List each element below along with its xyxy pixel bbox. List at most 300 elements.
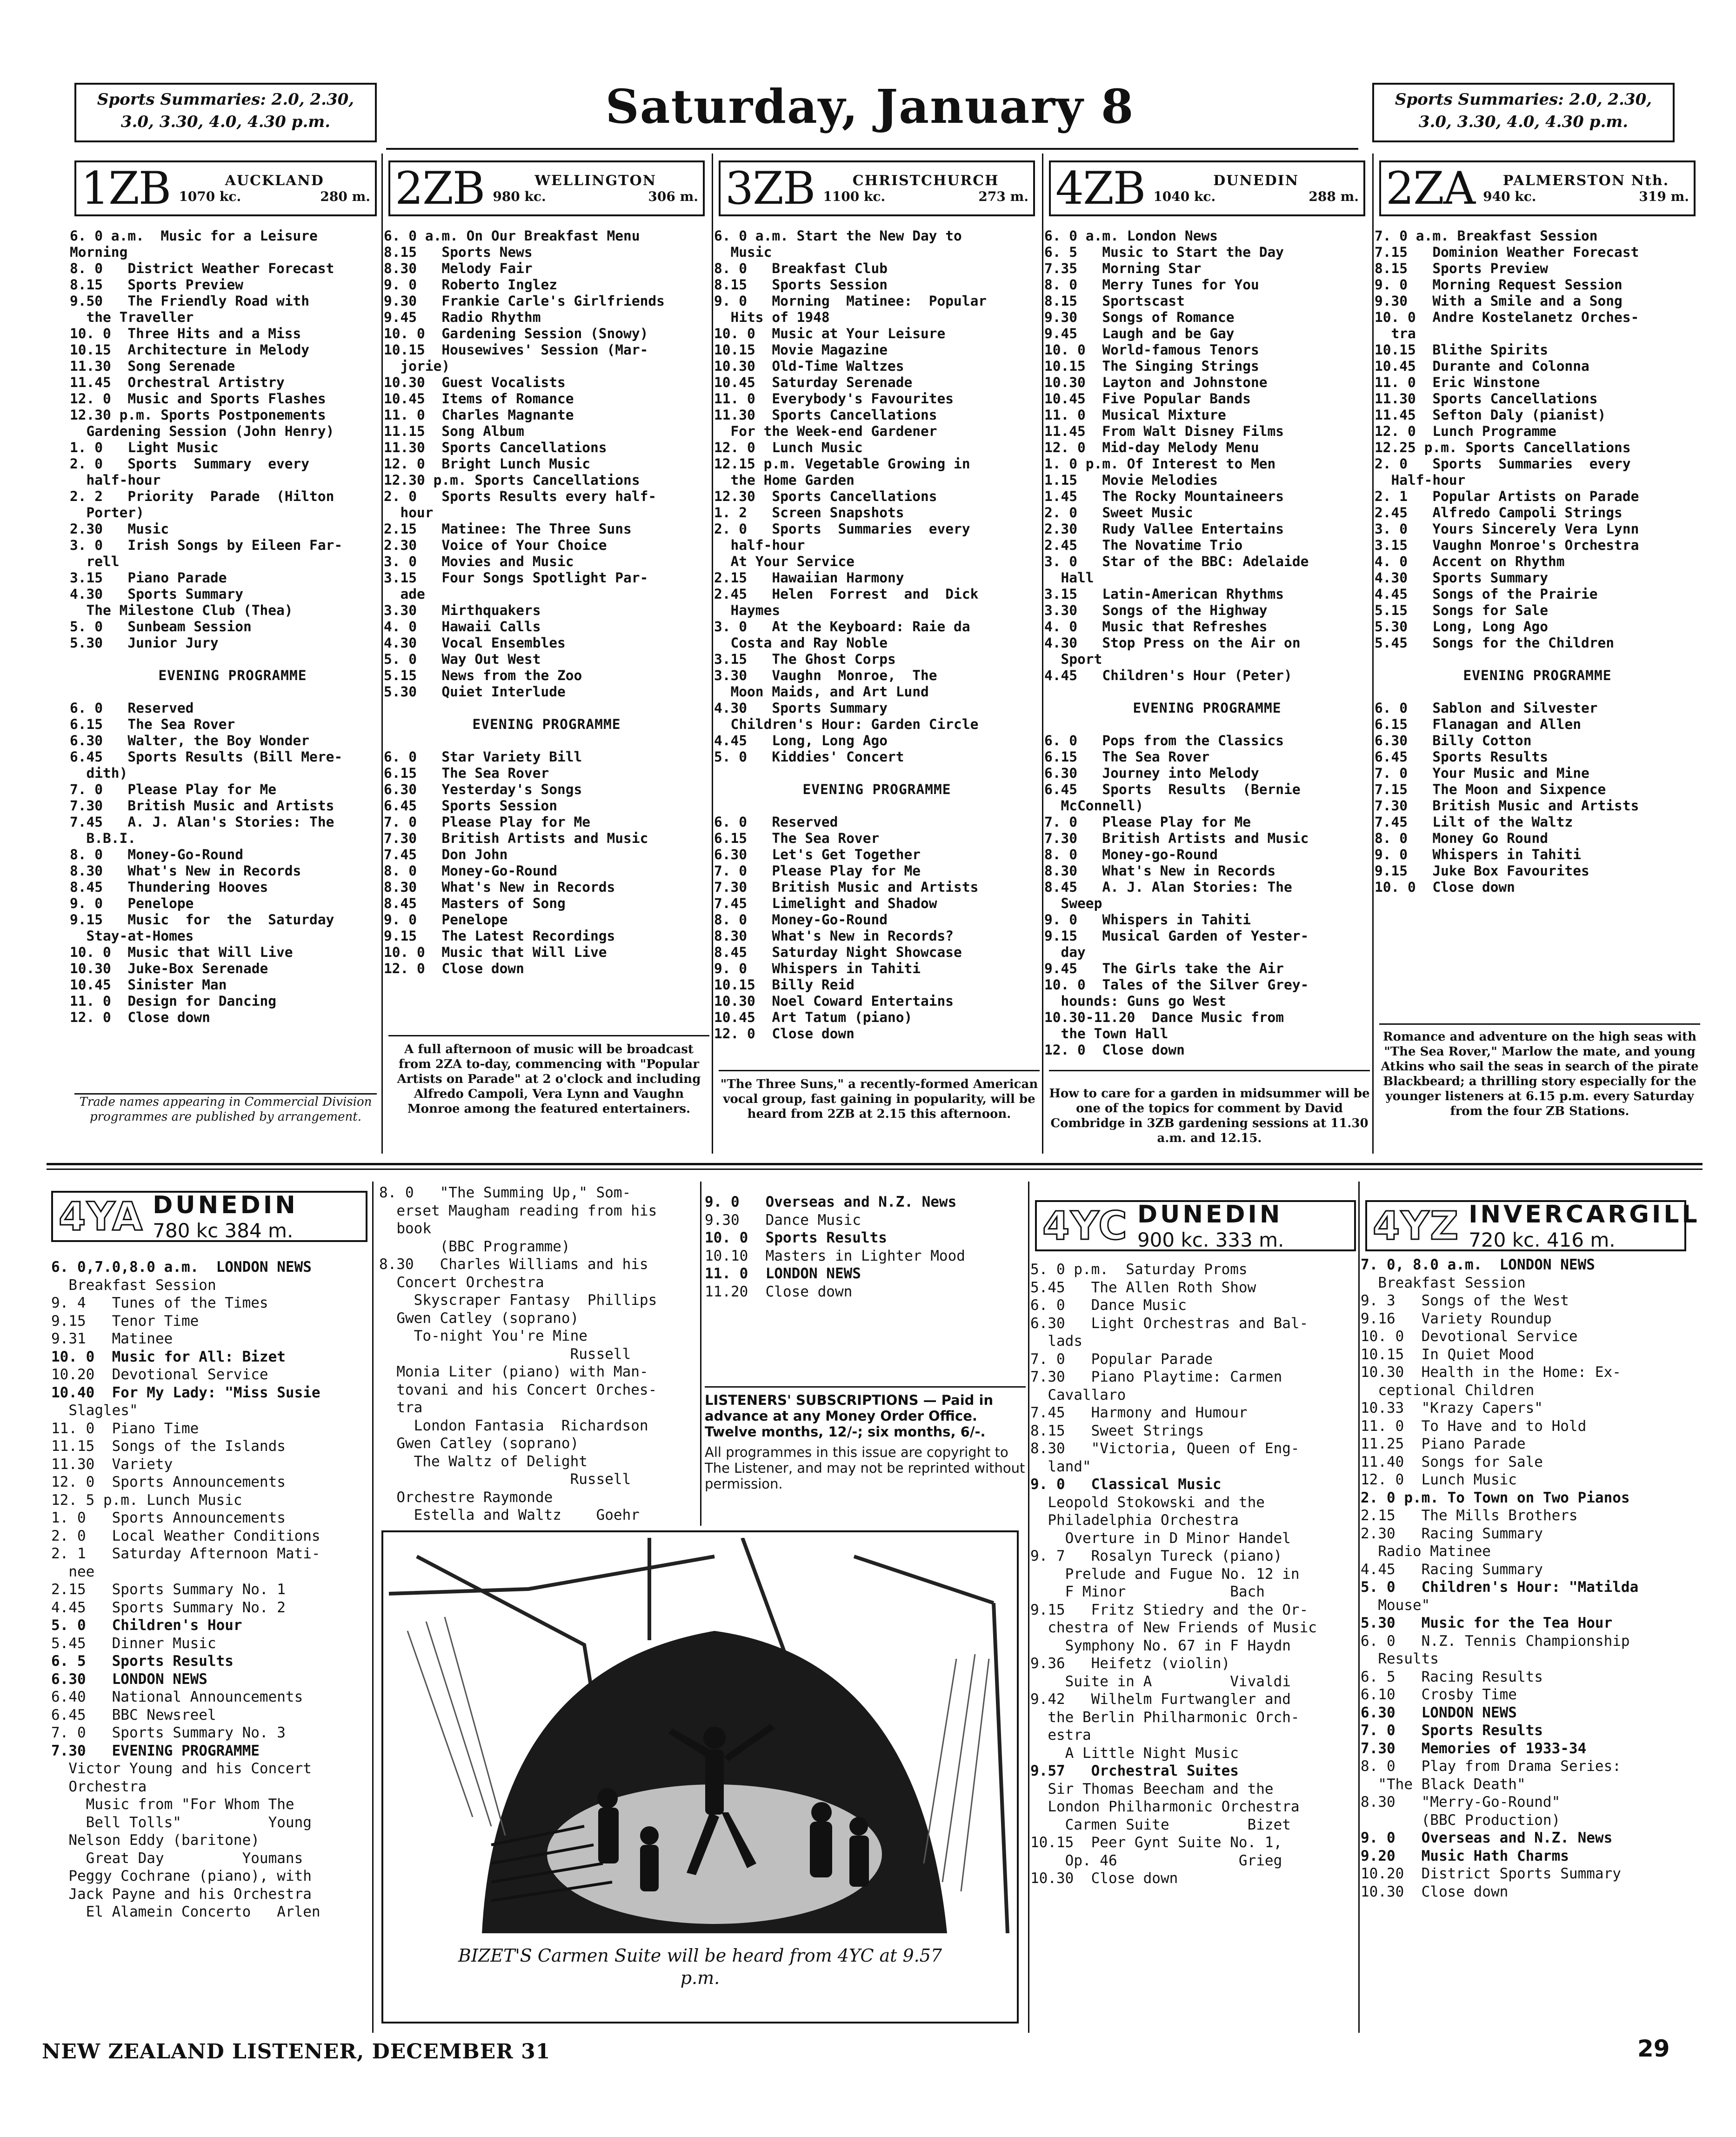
schedule-line: 2.30 Voice of Your Choice	[384, 537, 607, 553]
schedule-line: 10. 0 Tales of the Silver Grey-	[1044, 977, 1309, 993]
schedule-line: 2.30 Rudy Vallee Entertains	[1044, 521, 1284, 537]
schedule-line: 4. 0 Accent on Rhythm	[1375, 554, 1565, 569]
station-call-1zb: 1ZB	[81, 162, 171, 214]
schedule-line: B.B.I.	[70, 830, 136, 846]
schedule-line: Monia Liter (piano) with Man-	[379, 1363, 648, 1380]
schedule-line: 6.40 National Announcements	[51, 1689, 303, 1705]
station-call-2za: 2ZA	[1386, 162, 1475, 214]
schedule-line: 7.45 Harmony and Humour	[1030, 1404, 1248, 1421]
schedule-line: 9.57 Orchestral Suites	[1030, 1763, 1239, 1779]
schedule-line: 6. 0 a.m. On Our Breakfast Menu	[384, 228, 640, 244]
schedule-line: 12. 0 Close down	[714, 1026, 855, 1042]
schedule-line: 6. 0 Reserved	[714, 814, 838, 830]
schedule-line	[714, 765, 1040, 781]
schedule-line: For the Week-end Gardener	[714, 423, 937, 439]
schedule-line	[70, 684, 395, 700]
schedule-line: 7.30 Piano Playtime: Carmen	[1030, 1369, 1282, 1385]
station-kc-2zb: 980 kc.	[493, 189, 546, 204]
schedule-line: Overture in D Minor Handel	[1030, 1529, 1291, 1547]
schedule-line: To-night You're Mine	[379, 1328, 588, 1344]
station-city-2za: PALMERSTON Nth.	[1502, 173, 1669, 189]
schedule-line: 10.15 The Singing Strings	[1044, 358, 1259, 374]
schedule-line: 8.30 What's New in Records	[1044, 863, 1276, 879]
schedule-2zb	[384, 228, 709, 977]
schedule-line: 9. 0 Penelope	[70, 895, 194, 911]
schedule-line: 10. 0 Devotional Service	[1361, 1328, 1578, 1345]
schedule-line: 9.45 The Girls take the Air	[1044, 961, 1284, 976]
schedule-line: 10.45 Durante and Colonna	[1375, 358, 1589, 374]
schedule-line: 6.15 The Sea Rover	[1044, 749, 1210, 765]
schedule-line: 10.33 "Krazy Capers"	[1361, 1400, 1543, 1416]
schedule-line: 10.20 District Sports Summary	[1361, 1865, 1621, 1882]
schedule-line: 2. 0 Sweet Music	[1044, 505, 1193, 521]
schedule-line: 6.30 Walter, the Boy Wonder	[70, 733, 310, 748]
schedule-line: 10.45 Five Popular Bands	[1044, 391, 1251, 407]
schedule-line: 2. 2 Priority Parade (Hilton	[70, 488, 334, 504]
schedule-line: 6. 5 Sports Results	[51, 1653, 234, 1670]
schedule-line: 12. 0 Mid-day Melody Menu	[1044, 440, 1259, 455]
schedule-line: 5.30 Long, Long Ago	[1375, 619, 1548, 634]
note-box-4zb: How to care for a garden in midsummer will be one of the topics for comment by David Combridge in 3ZB gardening sessions at 11.30 a.m. and 12.15.	[1049, 1070, 1370, 1155]
schedule-line: (BBC Production)	[1361, 1811, 1561, 1829]
schedule-line: Orchestra	[51, 1778, 147, 1795]
station-header-4zb	[1049, 160, 1365, 216]
schedule-line: 11.30 Song Serenade	[70, 358, 235, 374]
schedule-line: 2.45 The Novatime Trio	[1044, 537, 1243, 553]
schedule-line: Estella and Waltz Goehr	[379, 1507, 640, 1523]
station-header-1zb	[74, 160, 377, 216]
schedule-line: 9.15 The Latest Recordings	[384, 928, 615, 944]
schedule-line: 3. 0 Yours Sincerely Vera Lynn	[1375, 521, 1639, 537]
schedule-line: 8.30 Charles Williams and his	[379, 1256, 648, 1273]
schedule-line: 8.45 A. J. Alan Stories: The	[1044, 879, 1292, 895]
schedule-line: 2.30 Music	[70, 521, 169, 537]
schedule-line: 7.30 Memories of 1933-34	[1361, 1740, 1587, 1757]
schedule-line: 4. 0 Music that Refreshes	[1044, 619, 1268, 634]
schedule-line: 6.15 The Sea Rover	[714, 830, 880, 846]
schedule-line: 6.30 LONDON NEWS	[51, 1670, 207, 1688]
schedule-line: Cavallaro	[1030, 1386, 1126, 1403]
copyright-text: All programmes in this issue are copyright to The Listener, and may not be reprinted without permission.	[705, 1444, 1025, 1492]
schedule-line: 9. 0 Whispers in Tahiti	[1375, 847, 1582, 862]
schedule-line: dith)	[70, 765, 128, 781]
subscriptions-box	[705, 1386, 1026, 1492]
schedule-line: 3.30 Vaughn Monroe, The	[714, 668, 937, 683]
schedule-line: 2.15 Sports Summary No. 1	[51, 1581, 286, 1598]
col-sep-1	[381, 154, 383, 1154]
schedule-line: 9.15 Music for the Saturday	[70, 912, 334, 928]
station-call-2zb: 2ZB	[395, 162, 485, 214]
station-m-2za: 319 m.	[1639, 189, 1689, 204]
schedule-line: 12. 0 Close down	[70, 1009, 210, 1025]
schedule-line	[384, 700, 709, 716]
schedule-line: 6. 0 Pops from the Classics	[1044, 733, 1284, 748]
sports-summaries-right: Sports Summaries: 2.0, 2.30, 3.0, 3.30, 4.0, 4.30 p.m.	[1372, 83, 1675, 142]
section-heading: EVENING PROGRAMME	[158, 668, 307, 683]
schedule-2za	[1375, 228, 1700, 895]
schedule-line: 9.15 Musical Garden of Yester-	[1044, 928, 1309, 944]
schedule-line: 8. 0 Money-Go-Round	[714, 912, 888, 928]
schedule-line: Op. 46 Grieg	[1030, 1852, 1282, 1869]
schedule-line: 6. 0 a.m. Music for a Leisure	[70, 228, 318, 244]
schedule-line: lads	[1030, 1333, 1082, 1349]
schedule-line: 5. 0 Children's Hour: "Matilda	[1361, 1579, 1639, 1596]
schedule-line: 9. 0 Roberto Inglez	[384, 277, 557, 293]
station-header-3zb	[719, 160, 1035, 216]
section-heading: EVENING PROGRAMME	[802, 781, 951, 797]
note-box-2za: Romance and adventure on the high seas with "The Sea Rover," Marlow the mate, and young Atkins who sail the seas in search of the pirate Blackbeard; a thrilling story especially for the younger listeners at 6.15 p.m. every Saturday from the four ZB Stations.	[1379, 1023, 1700, 1160]
schedule-line: Gwen Catley (soprano)	[379, 1309, 579, 1327]
schedule-line: 10.45 Sinister Man	[70, 977, 227, 993]
schedule-line: 5. 0 Way Out West	[384, 651, 541, 667]
schedule-line: 7.30 British Artists and Music	[384, 830, 648, 846]
subscriptions-text: LISTENERS' SUBSCRIPTIONS — Paid in advance at any Money Order Office. Twelve months, 12/-; six months, 6/-.	[705, 1392, 994, 1440]
schedule-line: 8. 0 Breakfast Club	[714, 260, 888, 276]
schedule-line: Nelson Eddy (baritone)	[51, 1832, 260, 1849]
schedule-line: 7.30 British Music and Artists	[70, 798, 334, 814]
schedule-line: 2. 0 Local Weather Conditions	[51, 1527, 320, 1544]
note-box-3zb: "The Three Suns," a recently-formed American vocal group, fast gaining in popularity, will be heard from 2ZB at 2.15 this afternoon.	[719, 1070, 1040, 1155]
schedule-line: 10.30 Layton and Johnstone	[1044, 374, 1268, 390]
schedule-line: 12. 0 Bright Lunch Music	[384, 456, 591, 472]
schedule-line: 4.30 Sports Summary	[70, 586, 243, 602]
schedule-line: Morning	[70, 244, 128, 260]
schedule-line: 10. 0 Music at Your Leisure	[714, 326, 946, 341]
schedule-line: Stay-at-Homes	[70, 928, 194, 944]
schedule-line: 11.45 From Walt Disney Films	[1044, 423, 1284, 439]
section-heading: EVENING PROGRAMME	[472, 716, 621, 732]
col-sep-2	[712, 154, 713, 1154]
schedule-line: 7.45 Lilt of the Waltz	[1375, 814, 1573, 830]
schedule-line: 10.10 Masters in Lighter Mood	[705, 1247, 965, 1264]
schedule-line: 9. 0 Overseas and N.Z. News	[705, 1194, 957, 1210]
schedule-line: 10.15 Blithe Spirits	[1375, 342, 1548, 358]
schedule-line: 10. 0 Music for All: Bizet	[51, 1348, 286, 1365]
schedule-line: 11. 0 Musical Mixture	[1044, 407, 1226, 423]
station-header-4ya	[51, 1191, 367, 1242]
station-kc-3zb: 1100 kc.	[823, 189, 886, 204]
schedule-line: 11. 0 Everybody's Favourites	[714, 391, 954, 407]
schedule-line: 6.45 Sports Results (Bill Mere-	[70, 749, 343, 765]
schedule-line: Breakfast Session	[51, 1276, 216, 1294]
schedule-line: Suite in A Vivaldi	[1030, 1673, 1291, 1690]
schedule-line: Sweep	[1044, 895, 1102, 911]
schedule-line: 2. 1 Saturday Afternoon Mati-	[51, 1545, 320, 1562]
station-freq-4ya: 780 kc 384 m.	[153, 1219, 294, 1242]
schedule-line: Concert Orchestra	[379, 1274, 544, 1291]
schedule-line: 1. 2 Screen Snapshots	[714, 505, 904, 521]
schedule-line: Slagles"	[51, 1402, 138, 1419]
schedule-line: 8.45 Masters of Song	[384, 895, 566, 911]
schedule-line: 6.30 Journey into Melody	[1044, 765, 1259, 781]
schedule-line: 9.30 Songs of Romance	[1044, 309, 1235, 325]
schedule-line: 2.45 Helen Forrest and Dick	[714, 586, 979, 602]
schedule-line: 3.15 Vaughn Monroe's Orchestra	[1375, 537, 1639, 553]
schedule-line: 6. 5 Music to Start the Day	[1044, 244, 1284, 260]
schedule-line: 5.15 News from the Zoo	[384, 668, 582, 683]
schedule-line: the Town Hall	[1044, 1026, 1168, 1042]
col-sep-b3	[1028, 1182, 1029, 2033]
schedule-line: tra	[379, 1399, 423, 1416]
schedule-line: 9.31 Matinee	[51, 1330, 173, 1347]
schedule-line: 6.15 Flanagan and Allen	[1375, 716, 1582, 732]
sports-summaries-left: Sports Summaries: 2.0, 2.30, 3.0, 3.30, 4.0, 4.30 p.m.	[74, 83, 377, 142]
schedule-line: 8.15 Sports Session	[714, 277, 888, 293]
schedule-line: 12. 0 Lunch Music	[1361, 1471, 1517, 1488]
schedule-line: the Home Garden	[714, 472, 855, 488]
schedule-line: 4.30 Stop Press on the Air on	[1044, 635, 1301, 651]
station-m-2zb: 306 m.	[648, 189, 698, 204]
schedule-line: 7. 0 Sports Summary No. 3	[51, 1724, 286, 1741]
note-box-1zb: Trade names appearing in Commercial Division programmes are published by arrangement.	[74, 1093, 377, 1155]
section-heading: EVENING PROGRAMME	[1133, 700, 1282, 716]
station-freq-4yz: 720 kc. 416 m.	[1469, 1228, 1616, 1251]
schedule-line: 6.45 Sports Results	[1375, 749, 1548, 765]
schedule-line: 5.45 Songs for the Children	[1375, 635, 1615, 651]
schedule-line: 6.15 The Sea Rover	[384, 765, 549, 781]
schedule-line: 11. 0 Piano Time	[51, 1420, 199, 1437]
schedule-line: 12. 0 Music and Sports Flashes	[70, 391, 326, 407]
schedule-line: 11.30 Variety	[51, 1456, 173, 1473]
schedule-line: 2. 1 Popular Artists on Parade	[1375, 488, 1639, 504]
schedule-line	[384, 733, 709, 749]
schedule-line: Peggy Cochrane (piano), with	[51, 1868, 312, 1884]
schedule-line: 6. 0 a.m. Start the New Day to	[714, 228, 962, 244]
schedule-line: 10. 0 Gardening Session (Snowy)	[384, 326, 648, 341]
schedule-line: 11.45 Orchestral Artistry	[70, 374, 285, 390]
schedule-3zb	[714, 228, 1040, 1042]
col-sep-b4	[1358, 1182, 1360, 2033]
schedule-line: 8.30 What's New in Records	[70, 863, 301, 879]
schedule-line: Mouse"	[1361, 1596, 1430, 1614]
schedule-line: 6. 0 Reserved	[70, 700, 194, 716]
schedule-line: Russell	[379, 1345, 631, 1362]
station-header-2zb	[388, 160, 705, 216]
schedule-line: Music from "For Whom The	[51, 1796, 294, 1813]
schedule-line: 11. 0 Charles Magnante	[384, 407, 574, 423]
schedule-line: 9.30 Dance Music	[705, 1211, 861, 1229]
schedule-line: 9. 0 Morning Request Session	[1375, 277, 1622, 293]
schedule-line: 9.30 With a Smile and a Song	[1375, 293, 1622, 309]
schedule-line: Music	[714, 244, 772, 260]
schedule-line: 11.15 Song Album	[384, 423, 524, 439]
schedule-line: (BBC Programme)	[379, 1238, 570, 1255]
schedule-line: 6.30 LONDON NEWS	[1361, 1704, 1517, 1721]
schedule-line: Gwen Catley (soprano)	[379, 1435, 579, 1452]
schedule-line: 9. 0 Classical Music	[1030, 1476, 1222, 1493]
schedule-line: 5.30 Junior Jury	[70, 635, 219, 651]
station-header-4yc	[1035, 1200, 1356, 1251]
schedule-line: 8.15 Sports News	[384, 244, 533, 260]
schedule-line: book	[379, 1220, 431, 1237]
schedule-line: 10.15 Housewives' Session (Mar-	[384, 342, 648, 358]
schedule-line: 6.15 The Sea Rover	[70, 716, 235, 732]
schedule-line: 7.45 A. J. Alan's Stories: The	[70, 814, 334, 830]
schedule-line: 5.30 Quiet Interlude	[384, 684, 566, 700]
schedule-line: Breakfast Session	[1361, 1274, 1526, 1291]
schedule-line: ade	[384, 586, 425, 602]
page-title: Saturday, January 8	[605, 79, 1135, 134]
schedule-line: 10. 0 Sports Results	[705, 1229, 887, 1246]
schedule-line: 10.45 Art Tatum (piano)	[714, 1009, 913, 1025]
schedule-line: nee	[51, 1563, 95, 1580]
schedule-line: 11. 0 Design for Dancing	[70, 993, 277, 1009]
schedule-line: 10.15 In Quiet Mood	[1361, 1346, 1535, 1363]
schedule-line: 7.35 Morning Star	[1044, 260, 1202, 276]
schedule-line: 3.15 Four Songs Spotlight Par-	[384, 570, 648, 586]
schedule-line	[1044, 684, 1370, 700]
schedule-line: hour	[384, 505, 434, 521]
schedule-line: 5. 0 p.m. Saturday Proms	[1030, 1261, 1248, 1278]
schedule-4ya	[51, 1258, 372, 1921]
schedule-line: 2. 0 Sports Summaries every	[1375, 456, 1631, 472]
station-city-4yc: DUNEDIN	[1137, 1200, 1283, 1229]
schedule-line: 3.15 The Ghost Corps	[714, 651, 896, 667]
section-heading: EVENING PROGRAMME	[1463, 668, 1612, 683]
schedule-line: 8.15 Sweet Strings	[1030, 1422, 1204, 1439]
schedule-line: 11. 0 Eric Winstone	[1375, 374, 1540, 390]
schedule-line: 4.45 Songs of the Prairie	[1375, 586, 1598, 602]
schedule-line: A Little Night Music	[1030, 1744, 1239, 1762]
schedule-line	[1375, 651, 1700, 668]
schedule-line: 7. 0 Sports Results	[1361, 1722, 1543, 1739]
schedule-line: 12.25 p.m. Sports Cancellations	[1375, 440, 1631, 455]
schedule-line: 7. 0 Please Play for Me	[384, 814, 591, 830]
schedule-line: 6.30 Let's Get Together	[714, 847, 921, 862]
schedule-line: 8. 0 "The Summing Up," Som-	[379, 1184, 631, 1201]
illustration-frame	[381, 1530, 1019, 2023]
schedule-line: 4.45 Sports Summary No. 2	[51, 1599, 286, 1616]
schedule-line: 9. 0 Overseas and N.Z. News	[1361, 1830, 1613, 1846]
schedule-line: 5.15 Songs for Sale	[1375, 602, 1548, 618]
schedule-line: 10. 0 Music that Will Live	[384, 944, 607, 960]
page-number: 29	[1637, 2035, 1670, 2062]
schedule-line: 10.15 Architecture in Melody	[70, 342, 310, 358]
schedule-line: 8.30 What's New in Records	[384, 879, 615, 895]
schedule-line: F Minor Bach	[1030, 1583, 1265, 1600]
schedule-line: 12. 0 Sports Announcements	[51, 1474, 286, 1490]
schedule-line: 10.30 Juke-Box Serenade	[70, 961, 268, 976]
schedule-line: 9. 0 Morning Matinee: Popular	[714, 293, 987, 309]
schedule-line: 10.15 Movie Magazine	[714, 342, 888, 358]
schedule-line: 3. 0 Movies and Music	[384, 554, 574, 569]
schedule-line: 11.30 Sports Cancellations	[1375, 391, 1598, 407]
schedule-line: Moon Maids, and Art Lund	[714, 684, 929, 700]
schedule-line: 6. 0 N.Z. Tennis Championship	[1361, 1632, 1630, 1649]
schedule-line: 12. 0 Lunch Music	[714, 440, 863, 455]
schedule-line: 3.30 Songs of the Highway	[1044, 602, 1268, 618]
station-city-4ya: DUNEDIN	[153, 1191, 298, 1219]
schedule-line: 8.15 Sports Preview	[1375, 260, 1548, 276]
schedule-line: 2.15 Matinee: The Three Suns	[384, 521, 632, 537]
schedule-line	[70, 651, 395, 668]
schedule-line: 2.15 The Mills Brothers	[1361, 1507, 1578, 1524]
schedule-line: 12. 0 Lunch Programme	[1375, 423, 1556, 439]
schedule-line: 10.40 For My Lady: "Miss Susie	[51, 1384, 320, 1401]
schedule-line: 6.30 Light Orchestras and Bal-	[1030, 1315, 1309, 1332]
station-m-3zb: 273 m.	[978, 189, 1028, 204]
schedule-line: Leopold Stokowski and the	[1030, 1494, 1265, 1511]
schedule-line: Half-hour	[1375, 472, 1466, 488]
schedule-line: 8. 0 Merry Tunes for You	[1044, 277, 1259, 293]
schedule-line: Carmen Suite Bizet	[1030, 1816, 1291, 1833]
schedule-line: ceptional Children	[1361, 1382, 1535, 1399]
col-sep-b1	[372, 1182, 374, 2033]
schedule-line: 6. 0 a.m. London News	[1044, 228, 1218, 244]
schedule-line: 7. 0 Please Play for Me	[1044, 814, 1251, 830]
schedule-line: 3. 0 Irish Songs by Eileen Far-	[70, 537, 343, 553]
schedule-line: 6. 0 Dance Music	[1030, 1297, 1187, 1314]
schedule-line: 7.30 British Artists and Music	[1044, 830, 1309, 846]
schedule-line: Radio Matinee	[1361, 1543, 1491, 1560]
schedule-line: 11.25 Piano Parade	[1361, 1436, 1526, 1452]
schedule-line: Orchestre Raymonde	[379, 1489, 553, 1506]
schedule-line: 10. 0 Close down	[1375, 879, 1515, 895]
schedule-line: 8.30 What's New in Records?	[714, 928, 954, 944]
schedule-line: El Alamein Concerto Arlen	[51, 1903, 320, 1920]
schedule-line: 10.30 Noel Coward Entertains	[714, 993, 954, 1009]
station-city-1zb: AUCKLAND	[225, 173, 324, 189]
schedule-line: 9. 4 Tunes of the Times	[51, 1295, 268, 1311]
schedule-line: 11.30 Sports Cancellations	[384, 440, 607, 455]
schedule-line: 6. 5 Racing Results	[1361, 1668, 1543, 1685]
schedule-4ya-cont	[379, 1184, 700, 1524]
station-header-4yz	[1365, 1200, 1700, 1251]
schedule-line: Philadelphia Orchestra	[1030, 1512, 1239, 1529]
schedule-line: hounds: Guns go West	[1044, 993, 1226, 1009]
schedule-line: 7.30 EVENING PROGRAMME	[51, 1742, 260, 1759]
schedule-line: 10.45 Items of Romance	[384, 391, 574, 407]
schedule-line: 10.45 Saturday Serenade	[714, 374, 913, 390]
footer-publication: NEW ZEALAND LISTENER, DECEMBER 31	[42, 2040, 551, 2064]
schedule-line: Results	[1361, 1650, 1439, 1667]
schedule-line: 10.30 Close down	[1361, 1883, 1509, 1900]
station-m-1zb: 280 m.	[320, 189, 370, 204]
station-freq-4yc: 900 kc. 333 m.	[1137, 1228, 1284, 1251]
schedule-line: 3.30 Mirthquakers	[384, 602, 541, 618]
schedule-line: jorie)	[384, 358, 450, 374]
schedule-line: At Your Service	[714, 554, 855, 569]
schedule-line: 9.30 Frankie Carle's Girlfriends	[384, 293, 665, 309]
schedule-line: 2. 0 Sports Summary every	[70, 456, 310, 472]
schedule-line: 7.15 The Moon and Sixpence	[1375, 781, 1606, 797]
schedule-line	[1375, 684, 1700, 700]
schedule-line: 11.15 Songs of the Islands	[51, 1438, 286, 1455]
schedule-line: 8. 0 Play from Drama Series:	[1361, 1758, 1621, 1775]
schedule-line: 7. 0, 8.0 a.m. LONDON NEWS	[1361, 1256, 1595, 1273]
station-kc-1zb: 1070 kc.	[179, 189, 241, 204]
station-city-4yz: INVERCARGILL	[1469, 1200, 1700, 1229]
station-call-4zb: 4ZB	[1055, 162, 1145, 214]
schedule-line: tovani and his Concert Orches-	[379, 1381, 657, 1398]
schedule-line: 2. 0 Sports Summaries every	[714, 521, 970, 537]
schedule-line: tra	[1375, 326, 1416, 341]
schedule-line: 8.30 Melody Fair	[384, 260, 533, 276]
schedule-line: 12.30 p.m. Sports Cancellations	[384, 472, 640, 488]
schedule-line: 12.30 Sports Cancellations	[714, 488, 937, 504]
schedule-line: 10. 0 Andre Kostelanetz Orches-	[1375, 309, 1639, 325]
station-kc-2za: 940 kc.	[1483, 189, 1536, 204]
station-call-3zb: 3ZB	[725, 162, 815, 214]
station-call-4ya: 4YA	[59, 1194, 144, 1239]
schedule-line: land"	[1030, 1458, 1091, 1475]
schedule-line: 2. 0 Sports Results every half-	[384, 488, 657, 504]
schedule-line: 10.30 Old-Time Waltzes	[714, 358, 904, 374]
schedule-line: 10.15 Peer Gynt Suite No. 1,	[1030, 1834, 1282, 1851]
schedule-line: The Milestone Club (Thea)	[70, 602, 293, 618]
schedule-line: 9.15 Tenor Time	[51, 1312, 199, 1329]
schedule-line: the Berlin Philharmonic Orch-	[1030, 1709, 1300, 1726]
